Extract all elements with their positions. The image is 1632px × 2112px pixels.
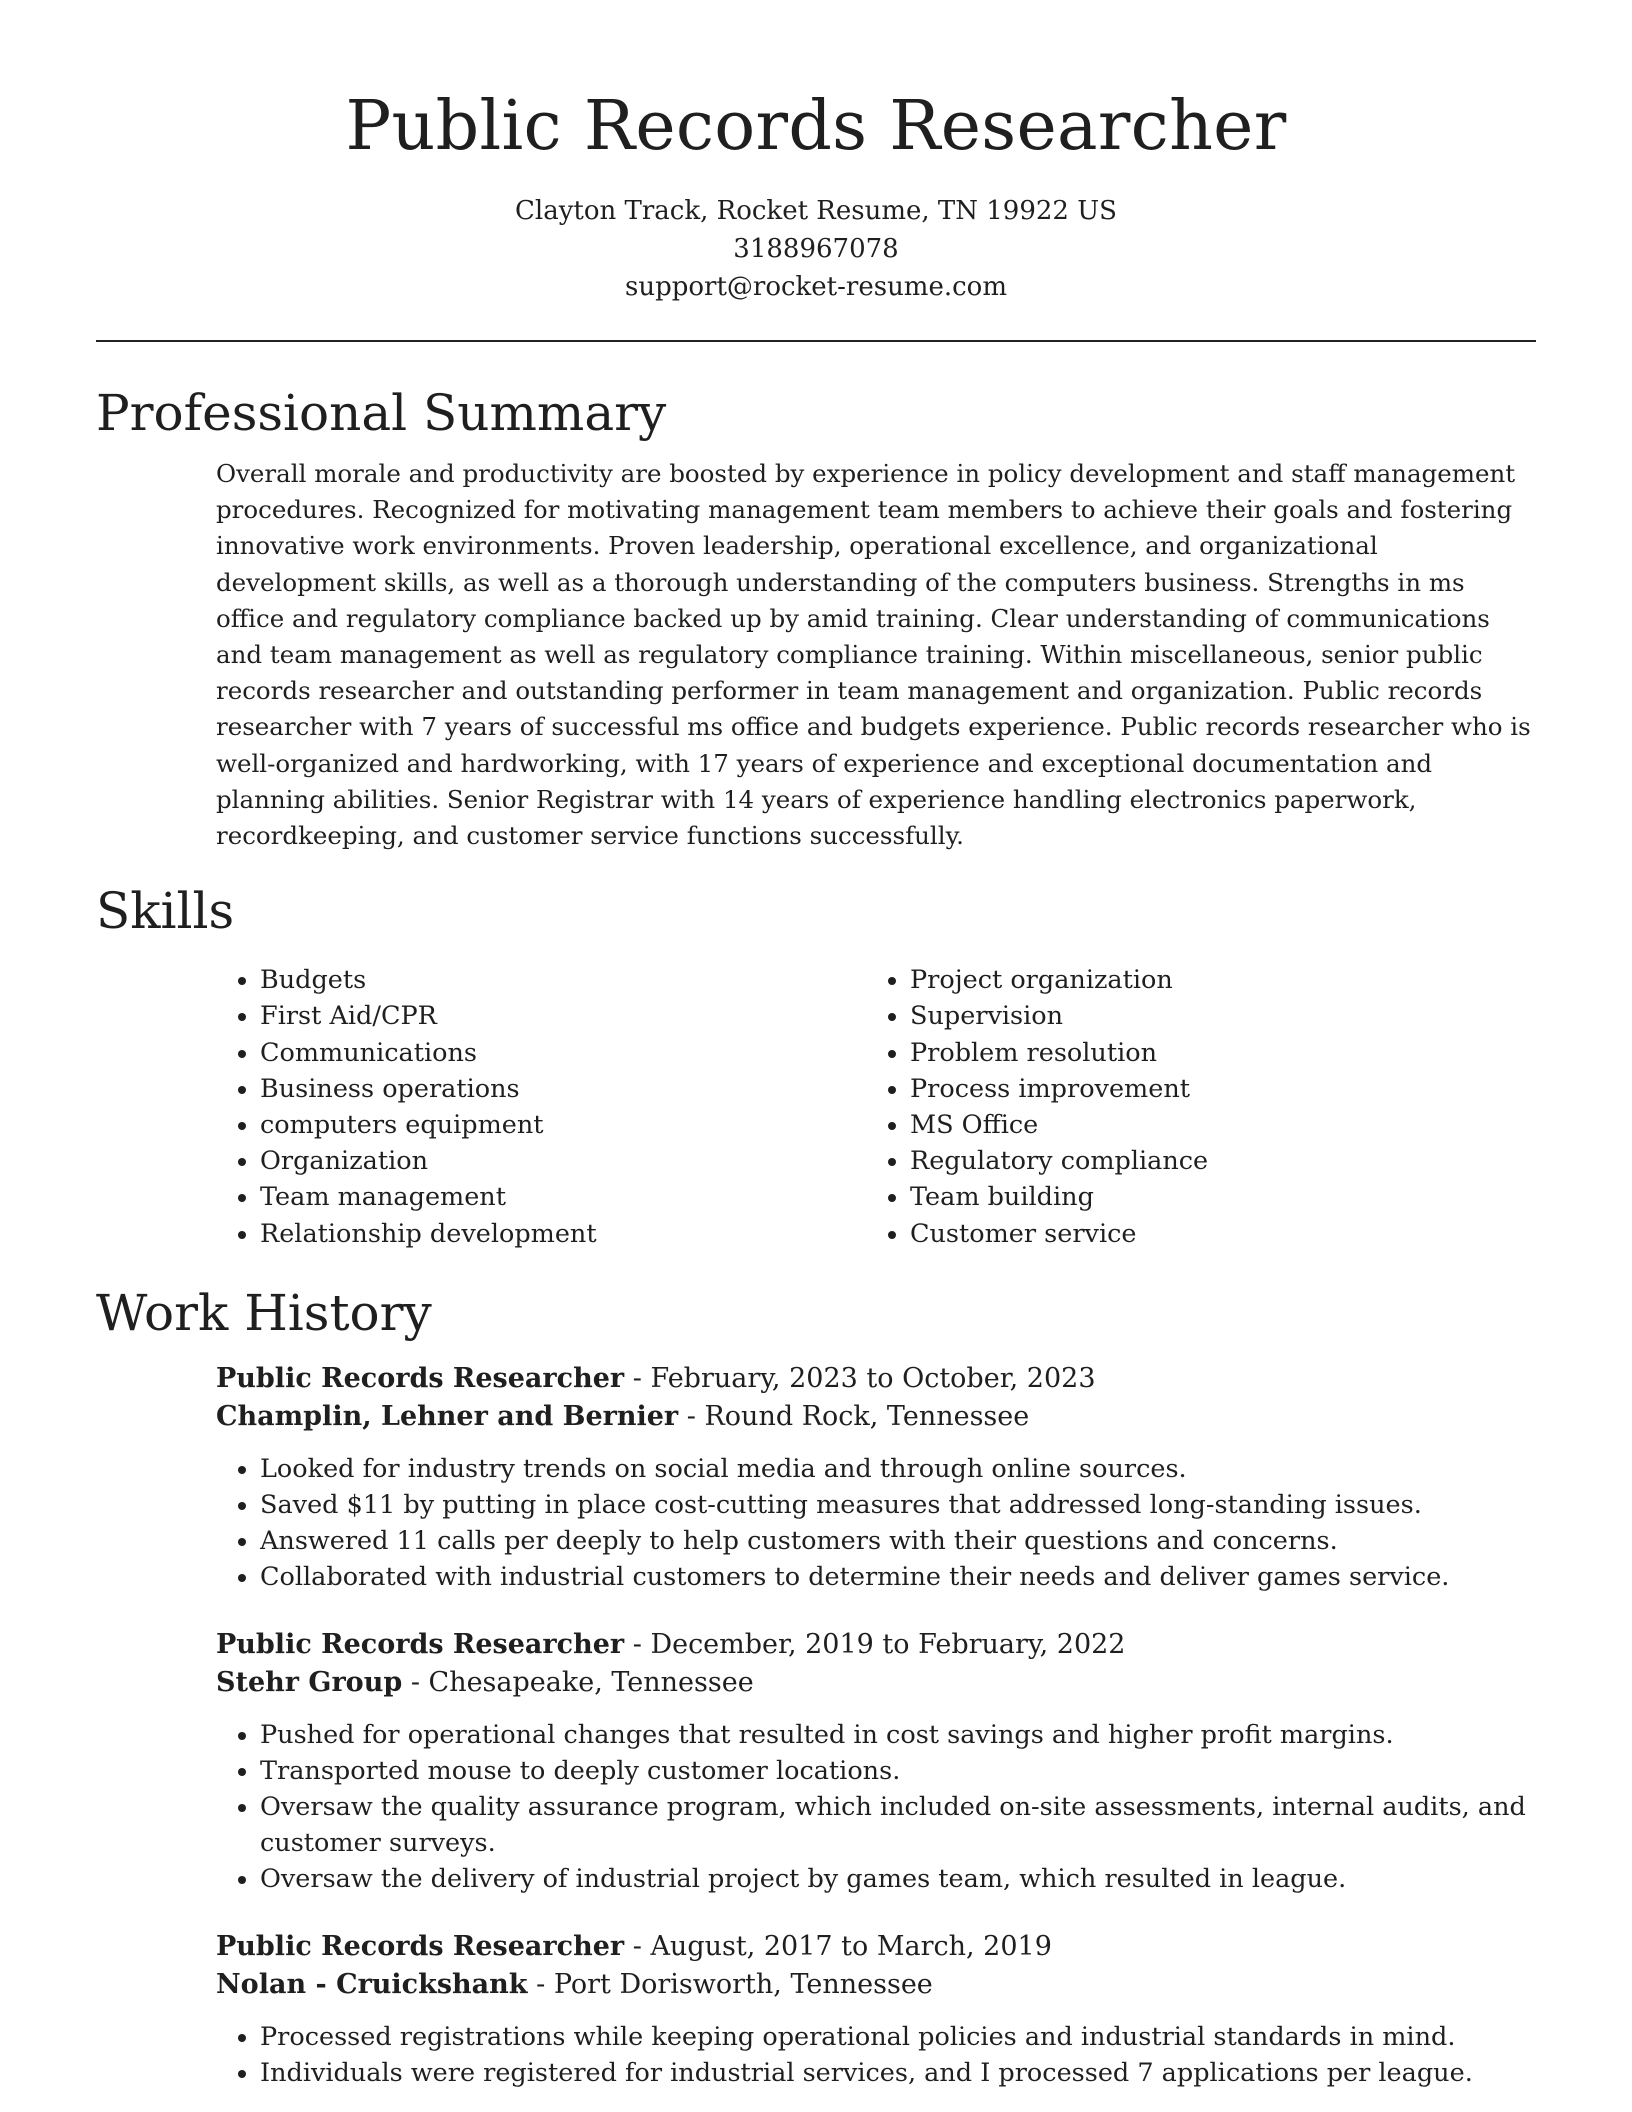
contact-email: support@rocket-resume.com [624, 272, 1007, 302]
skill-item: • Project organization [910, 962, 1516, 998]
job-bullets [216, 2019, 1536, 2091]
job-entry [216, 1928, 1536, 2091]
job-separator: - [410, 1667, 429, 1699]
job-location: Round Rock, Tennessee [704, 1401, 1030, 1433]
job-bullets [216, 1451, 1536, 1596]
job-company-line [216, 1398, 1536, 1437]
job-company: Stehr Group [216, 1667, 403, 1699]
skill-item: • Supervision [910, 998, 1516, 1034]
job-title: Public Records Researcher [216, 1930, 625, 1962]
job-entry [216, 1360, 1536, 1596]
job-title: Public Records Researcher [216, 1362, 625, 1394]
job-bullet: • Collaborated with industrial customers to determine their needs and deliver games service. [260, 1559, 1536, 1595]
skill-item: • Customer service [910, 1216, 1516, 1252]
skills-column-left [216, 962, 866, 1252]
summary-heading: Professional Summary [96, 384, 667, 442]
job-bullet: • Individuals were registered for industrial services, and I processed 7 applications per league. [260, 2055, 1536, 2091]
job-bullet: • Oversaw the delivery of industrial project by games team, which resulted in league. [260, 1861, 1536, 1897]
skill-item: • Relationship development [260, 1216, 866, 1252]
header-divider [96, 340, 1536, 342]
skill-item: • Process improvement [910, 1071, 1516, 1107]
job-bullet: • Looked for industry trends on social media and through online sources. [260, 1451, 1536, 1487]
job-company: Champlin, Lehner and Bernier [216, 1401, 679, 1433]
skill-item: • Budgets [260, 962, 866, 998]
job-entry [216, 1626, 1536, 1898]
job-bullet: • Pushed for operational changes that resulted in cost savings and higher profit margins. [260, 1717, 1536, 1753]
job-dates: December, 2019 to February, 2022 [650, 1628, 1126, 1660]
job-dates: August, 2017 to March, 2019 [650, 1930, 1052, 1962]
summary-text: Overall morale and productivity are boosted by experience in policy development and staff management procedures. Recognized for motivating management team members to achieve their goals and fostering innovative work environments. Proven leadership, operational excellence, and organizational development skills, as well as a thorough understanding of the computers business. Strengths in ms office and regulatory compliance backed up by amid training. Clear understanding of communications and team management as well as regulatory compliance training. Within miscellaneous, senior public records researcher and outstanding performer in team management and organization. Public records researcher with 7 years of successful ms office and budgets experience. Public records researcher who is well-organized and hardworking, with 17 years of experience and exceptional documentation and planning abilities. Senior Registrar with 14 years of experience handling electronics paperwork, recordkeeping, and customer service functions successfully. [216, 459, 1531, 851]
job-separator: - [536, 1969, 554, 2001]
job-separator: - [632, 1362, 651, 1394]
job-company-line [216, 1664, 1536, 1703]
job-separator: - [632, 1628, 651, 1660]
job-bullet: • Answered 11 calls per deeply to help customers with their questions and concerns. [260, 1523, 1536, 1559]
skills-heading: Skills [96, 882, 235, 941]
job-location: Port Dorisworth, Tennessee [553, 1969, 933, 2001]
contact-info [96, 192, 1536, 306]
job-bullet: • Saved $11 by putting in place cost-cutting measures that addressed long-standing issues. [260, 1487, 1536, 1523]
job-location: Chesapeake, Tennessee [428, 1667, 754, 1699]
job-dates: February, 2023 to October, 2023 [650, 1362, 1096, 1394]
resume-name: Public Records Researcher [345, 87, 1287, 166]
skill-item: • Regulatory compliance [910, 1143, 1516, 1179]
job-company-line [216, 1966, 1536, 2005]
job-separator: - [632, 1930, 651, 1962]
skill-item: • computers equipment [260, 1107, 866, 1143]
job-bullets [216, 1717, 1536, 1898]
job-separator: - [686, 1401, 705, 1433]
skills-list [216, 962, 1536, 1252]
skills-column-right [866, 962, 1516, 1252]
contact-phone: 3188967078 [733, 234, 899, 264]
skill-item: • Organization [260, 1143, 866, 1179]
skill-item: • MS Office [910, 1107, 1516, 1143]
work-history-heading: Work History [96, 1283, 432, 1342]
job-company: Nolan - Cruickshank [216, 1969, 528, 2001]
job-bullet: • Oversaw the quality assurance program, which included on-site assessments, internal audits, and customer surveys. [260, 1789, 1536, 1861]
job-bullet: • Processed registrations while keeping operational policies and industrial standards in mind. [260, 2019, 1536, 2055]
job-title: Public Records Researcher [216, 1628, 625, 1660]
skill-item: • Business operations [260, 1071, 866, 1107]
skill-item: • First Aid/CPR [260, 998, 866, 1034]
skill-item: • Communications [260, 1035, 866, 1071]
contact-address: Clayton Track, Rocket Resume, TN 19922 US [515, 196, 1117, 226]
skill-item: • Team management [260, 1179, 866, 1215]
job-bullet: • Transported mouse to deeply customer locations. [260, 1753, 1536, 1789]
job-title-line [216, 1928, 1536, 1967]
skill-item: • Team building [910, 1179, 1516, 1215]
job-title-line [216, 1360, 1536, 1399]
job-title-line [216, 1626, 1536, 1665]
skill-item: • Problem resolution [910, 1035, 1516, 1071]
